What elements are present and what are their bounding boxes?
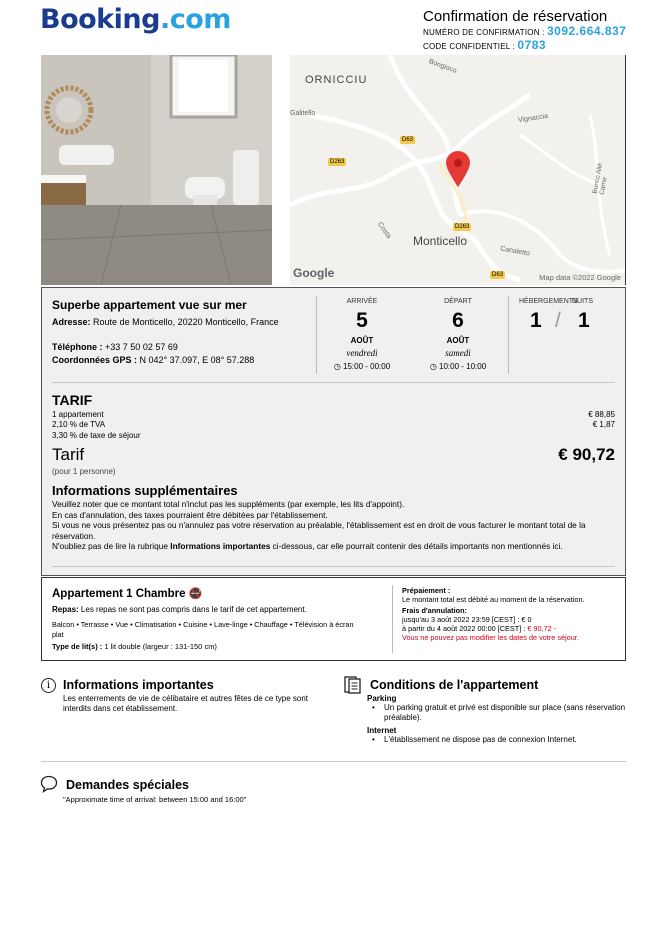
room-bed-type [52, 642, 217, 651]
date-change-warning: Vous ne pouvez pas modifier les dates de votre séjour. [402, 633, 579, 642]
meals-value: Les repas ne sont pas compris dans le tarif de cet appartement. [80, 605, 307, 614]
property-address [52, 316, 292, 328]
pin-code-line [423, 38, 546, 52]
internet-item [372, 735, 632, 745]
confirmation-number-line [423, 24, 626, 38]
bullet: • [372, 735, 375, 744]
document-icon [344, 676, 361, 694]
tarif-line-label: 3,30 % de taxe de séjour [52, 431, 141, 440]
map-pin-icon[interactable] [445, 150, 471, 188]
lodging-label: HÉBERGEMENTS [519, 298, 578, 305]
extra-info-title: Informations supplémentaires [52, 483, 238, 498]
extra-info-paragraph: En cas d'annulation, des taxes pourraient être débitées par l'établissement. [52, 509, 328, 520]
internet-text: L'établissement ne dispose pas de connexion Internet. [384, 735, 577, 744]
map-label-bunco: Bunco Allé Carne [591, 162, 609, 196]
road-badge-d263: D263 [455, 224, 470, 230]
booking-logo[interactable] [40, 4, 231, 35]
property-phone [52, 341, 178, 353]
address-value: Route de Monticello, 20220 Monticello, France [93, 317, 279, 327]
bed-label: Type de lit(s) : [52, 642, 103, 651]
map-label-monticello: Monticello [413, 234, 468, 248]
gps-value: N 042° 37.097, E 08° 57.288 [139, 355, 255, 365]
conditions-title: Conditions de l'appartement [370, 678, 539, 692]
logo-tld: com [169, 4, 231, 35]
divider [508, 296, 509, 374]
clock-icon: ◷ [333, 362, 341, 371]
google-logo: Google [293, 266, 335, 280]
road-badge-d263: D263 [330, 159, 345, 165]
departure-label: DÉPART [444, 298, 472, 305]
tarif-title: TARIF [52, 392, 93, 408]
nights-count: 1 [578, 309, 590, 332]
departure-day: 6 [452, 309, 464, 332]
extra-info-paragraph: Si vous ne vous présentez pas ou n'annulez pas votre réservation au préalable, l'établissement est en droit de vous facturer le montant total de la réservation. [52, 520, 586, 541]
bed-value: 1 lit double (largeur : 131-150 cm) [104, 642, 217, 651]
special-requests-title: Demandes spéciales [66, 778, 189, 792]
arrival-time-value: 15:00 - 00:00 [343, 362, 391, 371]
departure-time-value: 10:00 - 10:00 [439, 362, 487, 371]
lodging-count: 1 [530, 309, 542, 332]
phone-label: Téléphone : [52, 342, 103, 352]
nights-label: NUITS [572, 298, 593, 305]
map-label-costa: Costa [376, 220, 393, 241]
room-policies [402, 586, 612, 642]
property-photo [41, 55, 272, 285]
tarif-line-amount: € 88,85 [588, 410, 615, 419]
road-badge-d63: D63 [492, 272, 504, 278]
speech-bubble-icon [40, 775, 58, 793]
confirmation-number: 3092.664.837 [546, 24, 627, 38]
departure-weekday: samedi [445, 348, 471, 358]
divider [52, 566, 615, 567]
cancel-line: jusqu'au 3 août 2022 23:59 [CEST] : € 0 [402, 615, 532, 624]
confirmation-title: Confirmation de réservation [423, 8, 608, 25]
total-amount: € 90,72 [558, 445, 615, 464]
gps-label: Coordonnées GPS : [52, 355, 138, 365]
divider [52, 382, 615, 383]
persons-note: (pour 1 personne) [52, 467, 116, 476]
extra-info-text-part: ci-dessous, car elle pourrait contenir des détails importants non mentionnés ici. [270, 541, 563, 551]
room-amenities: Balcon • Terrasse • Vue • Climatisation • Cuisine • Lave-linge • Chauffage • Télévision à écran plat [52, 620, 354, 639]
map-label-canaletto: Canaletto [499, 245, 531, 258]
important-info-text: Les enterrements de vie de célibataire et autres fêtes de ce type sont interdits dans cet établissement. [63, 694, 309, 713]
important-info-link[interactable]: Informations importantes [170, 541, 271, 551]
parking-label: Parking [367, 694, 397, 703]
location-map[interactable] [290, 55, 626, 285]
arrival-month: AOÛT [350, 336, 374, 345]
pin-code-label: CODE CONFIDENTIEL : [423, 42, 515, 51]
cancel-fee: € 90,72 - [527, 624, 557, 633]
property-name[interactable]: Superbe appartement vue sur mer [52, 298, 247, 312]
room-name: Appartement 1 Chambre [52, 588, 186, 600]
map-label-bongioco: Bongioco [427, 58, 458, 75]
cancel-line-text: à partir du 4 août 2022 00:00 [CEST] : [402, 624, 528, 633]
extra-info-paragraph: Veuillez noter que ce montant total n'inclut pas les suppléments (par exemple, les lits d'appoint). [52, 499, 405, 509]
map-label-vignaccia: Vignaccia [517, 112, 549, 125]
departure-time [413, 362, 503, 371]
important-info-title: Informations importantes [63, 678, 214, 692]
address-label: Adresse: [52, 317, 91, 327]
lodging-separator: / [555, 309, 561, 332]
logo-main: Booking [40, 4, 160, 35]
total-label: Tarif [52, 445, 85, 464]
extra-info-paragraph [52, 541, 612, 552]
prepay-value: Le montant total est débité au moment de la réservation. [402, 595, 585, 604]
map-label-galitello: Galitello [290, 110, 316, 117]
extra-info-text-part: N'oubliez pas de lire la rubrique [52, 541, 171, 551]
internet-label: Internet [367, 726, 397, 735]
road-badge-d63: D63 [402, 137, 414, 143]
bullet: • [372, 703, 375, 712]
map-label-ornicciu: ORNICCIU [305, 74, 368, 86]
clock-icon: ◷ [429, 362, 437, 371]
tarif-line-label: 2,10 % de TVA [52, 420, 106, 429]
arrival-day: 5 [356, 309, 368, 332]
cancel-line [402, 624, 612, 633]
tarif-line-label: 1 appartement [52, 410, 104, 419]
room-meals [52, 605, 307, 614]
arrival-weekday: vendredi [346, 348, 378, 358]
arrival-label: ARRIVÉE [346, 298, 378, 305]
meals-label: Repas: [52, 605, 79, 614]
phone-value[interactable]: +33 7 50 02 57 69 [105, 342, 178, 352]
no-smoking-icon: 🚭 [188, 588, 203, 600]
parking-item [372, 703, 632, 723]
room-title [52, 587, 202, 600]
property-gps [52, 354, 254, 366]
divider [392, 585, 393, 653]
map-credit: Map data ©2022 Google [539, 273, 621, 282]
extra-info-text [52, 499, 612, 552]
arrival-time [317, 362, 407, 371]
special-requests-text: "Approximate time of arrival: between 15:00 and 16:00" [63, 795, 247, 804]
parking-text: Un parking gratuit et privé est disponible sur place (sans réservation préalable). [384, 703, 626, 722]
divider [41, 761, 626, 762]
tarif-line-amount: € 1,87 [592, 420, 615, 429]
pin-code: 0783 [517, 38, 547, 52]
departure-month: AOÛT [446, 336, 470, 345]
logo-dot: . [159, 4, 170, 35]
info-icon: i [41, 678, 56, 693]
cancel-label: Frais d'annulation: [402, 606, 467, 615]
confirmation-number-label: NUMÉRO DE CONFIRMATION : [423, 28, 545, 37]
prepay-label: Prépaiement : [402, 586, 451, 595]
